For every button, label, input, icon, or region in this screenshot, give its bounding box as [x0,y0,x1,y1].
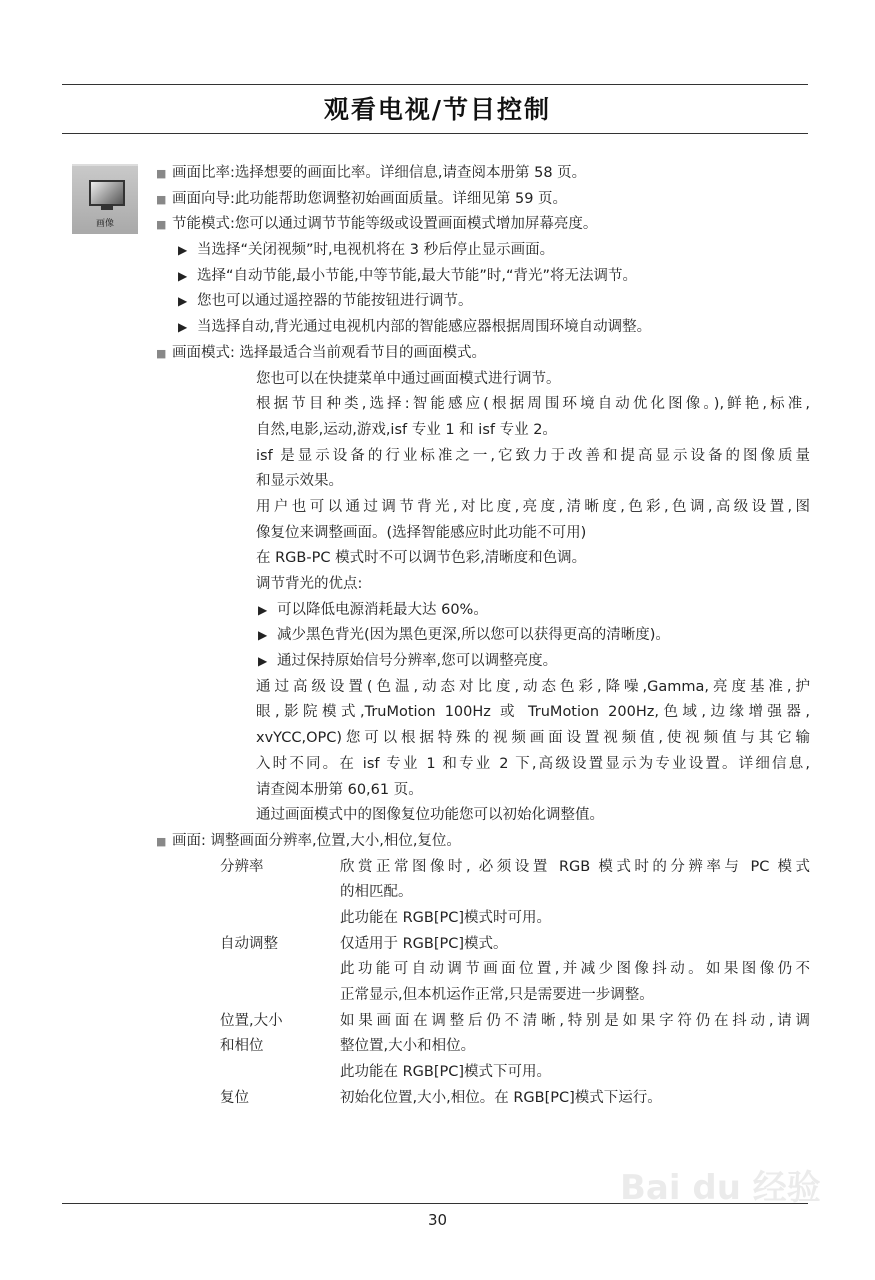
text-line-content: 画面: 调整画面分辨率,位置,大小,相位,复位。 [172,832,461,849]
arrow-right-icon: ▶ [178,268,188,283]
text-line-indent [0,444,875,470]
bullet-square-icon: ■ [156,834,167,848]
text-line-content: 画面模式: 选择最适合当前观看节目的画面模式。 [172,344,486,361]
text-line-indent [0,700,875,726]
text-line-content: 当选择自动,背光通过电视机内部的智能感应器根据周围环境自动调整。 [197,319,652,336]
table-row-label: 和相位 [220,1038,264,1055]
text-line-table [0,855,875,881]
text-line-indent [0,495,875,521]
text-line-content: 减少黑色背光(因为黑色更深,所以您可以获得更高的清晰度)。 [277,627,670,644]
text-line-content: 通过画面模式中的图像复位功能您可以初始化调整值。 [256,807,604,824]
text-line-content: 您也可以在快捷菜单中通过画面模式进行调节。 [256,370,561,387]
text-line-content: 请查阅本册第 60,61 页。 [256,781,423,798]
text-line-content: 节能模式:您可以通过调节节能等级或设置画面模式增加屏幕亮度。 [172,216,598,233]
arrow-right-icon: ▶ [258,654,268,669]
text-line-indent [0,546,875,572]
text-line-content: 整位置,大小和相位。 [340,1038,476,1055]
text-line-content: 通过高级设置(色温,动态对比度,动态色彩,降噪,Gamma,亮度基准,护 [256,678,810,695]
text-line-content: 入时不同。在 isf 专业 1 和专业 2 下,高级设置显示为专业设置。详细信息, [256,755,810,772]
text-line-table [0,1086,875,1112]
text-line-indent [0,572,875,598]
text-line-content: isf 是显示设备的行业标准之一,它致力于改善和提高显示设备的图像质量 [256,447,810,464]
baidu-watermark-logo: Bai du 经验 [620,1168,821,1208]
content-body [0,161,875,1111]
text-line-content: 欣赏正常图像时, 必须设置 RGB 模式时的分辨率与 PC 模式 [340,858,810,875]
table-row-label: 复位 [220,1089,249,1106]
text-line-content: 眼,影院模式,TruMotion 100Hz 或 TruMotion 200Hz,色域,边缘增强器, [256,704,810,721]
text-line-table [0,880,875,906]
text-line-arrow [0,238,875,264]
text-line-content: 此功能在 RGB[PC]模式时可用。 [340,909,552,926]
text-line-indent [0,675,875,701]
arrow-right-icon: ▶ [178,243,188,258]
text-line-content: 可以降低电源消耗最大达 60%。 [277,601,488,618]
page-title: 观看电视/节目控制 [323,95,552,124]
text-line-bullet [0,187,875,213]
text-line-content: 通过保持原始信号分辨率,您可以调整亮度。 [277,653,558,670]
text-line-table [0,1009,875,1035]
text-line-content: 的相匹配。 [340,884,413,901]
table-row-label: 分辨率 [220,858,264,875]
text-line-bullet [0,829,875,855]
text-line-table [0,983,875,1009]
text-line-content: 画面向导:此功能帮助您调整初始画面质量。详细见第 59 页。 [172,190,568,207]
bullet-square-icon: ■ [156,346,167,360]
text-line-indent [0,392,875,418]
text-line-content: 调节背光的优点: [256,576,363,592]
text-line-indent-arrow [0,598,875,624]
text-line-content: 此功能在 RGB[PC]模式下可用。 [340,1064,552,1081]
text-line-content: 正常显示,但本机运作正常,只是需要进一步调整。 [340,987,654,1003]
table-row-label: 位置,大小 [220,1012,283,1029]
text-line-table [0,932,875,958]
text-line-indent [0,778,875,804]
text-line-arrow [0,315,875,341]
icon-label: 画像 [95,219,114,229]
text-line-content: 在 RGB-PC 模式时不可以调节色彩,清晰度和色调。 [256,550,587,567]
text-line-content: 选择“自动节能,最小节能,中等节能,最大节能”时,“背光”将无法调节。 [197,267,637,284]
text-line-indent [0,469,875,495]
arrow-right-icon: ▶ [258,628,268,643]
text-line-arrow [0,264,875,290]
header-top-rule [62,84,808,85]
text-line-arrow [0,289,875,315]
text-line-bullet [0,161,875,187]
text-line-indent-arrow [0,649,875,675]
text-line-content: 根据节目种类,选择:智能感应(根据周围环境自动优化图像。),鲜艳,标准, [256,396,810,413]
text-line-content: 当选择“关闭视频”时,电视机将在 3 秒后停止显示画面。 [197,242,555,259]
text-line-content: 您也可以通过遥控器的节能按钮进行调节。 [197,293,473,310]
text-line-indent [0,367,875,393]
arrow-right-icon: ▶ [258,602,268,617]
text-line-indent [0,418,875,444]
text-line-content: xvYCC,OPC)您可以根据特殊的视频画面设置视频值,使视频值与其它输 [256,730,810,747]
bullet-square-icon: ■ [156,167,167,180]
text-line-content: 初始化位置,大小,相位。在 RGB[PC]模式下运行。 [340,1089,662,1106]
text-line-bullet [0,341,875,367]
text-line-table [0,957,875,983]
text-line-content: 像复位来调整画面。(选择智能感应时此功能不可用) [256,524,587,541]
text-line-content: 仅适用于 RGB[PC]模式。 [340,935,508,952]
text-line-indent-arrow [0,623,875,649]
text-line-table [0,906,875,932]
text-line-content: 用户也可以通过调节背光,对比度,亮度,清晰度,色彩,色调,高级设置,图 [256,498,810,515]
header-bottom-rule [62,133,808,134]
text-line-content: 自然,电影,运动,游戏,isf 专业 1 和 isf 专业 2。 [256,421,557,438]
table-row-label: 自动调整 [220,935,278,952]
text-line-indent [0,521,875,547]
text-line-indent [0,752,875,778]
text-line-content: 画面比率:选择想要的画面比率。详细信息,请查阅本册第 58 页。 [172,165,587,181]
text-line-indent [0,726,875,752]
text-line-table [0,1060,875,1086]
arrow-right-icon: ▶ [178,294,188,309]
text-line-content: 如果画面在调整后仍不清晰,特别是如果字符仍在抖动,请调 [340,1012,810,1029]
text-line-bullet [0,212,875,238]
footer-rule [62,1203,808,1204]
bullet-square-icon: ■ [156,192,167,206]
text-line-indent [0,803,875,829]
page-number: 30 [427,1211,448,1229]
text-line-content: 此功能可自动调节画面位置,并减少图像抖动。如果图像仍不 [340,961,810,978]
text-line-table [0,1034,875,1060]
text-line-content: 和显示效果。 [256,473,343,490]
bullet-square-icon: ■ [156,218,167,232]
arrow-right-icon: ▶ [178,320,188,335]
